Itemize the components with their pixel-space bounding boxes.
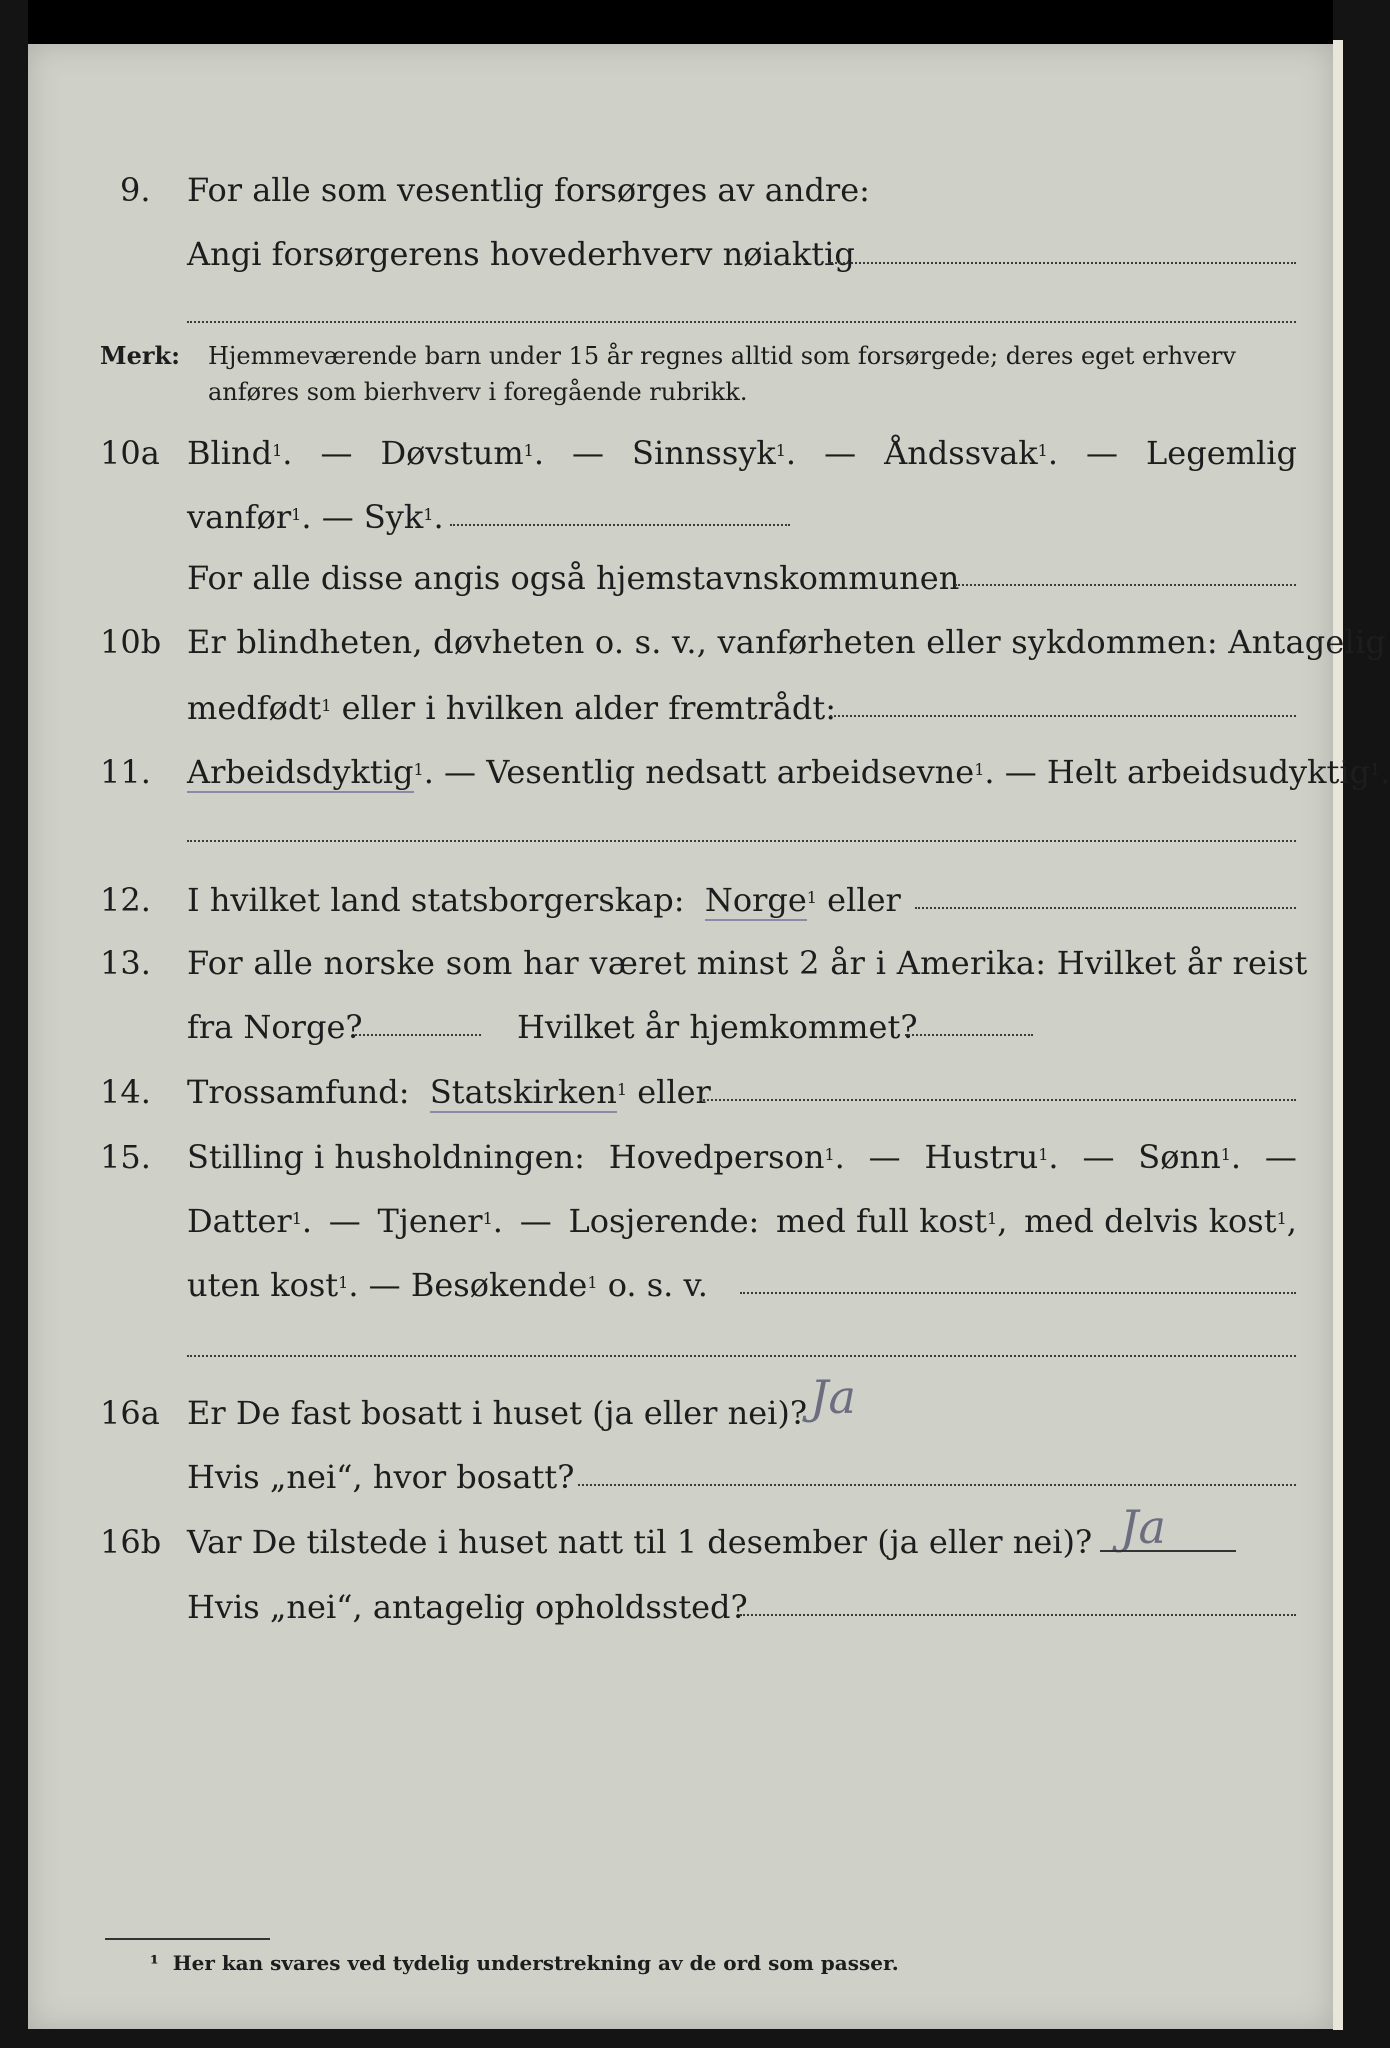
q10b-number: 10b	[100, 623, 162, 661]
option-statskirken[interactable]: Statskirken	[429, 1073, 617, 1111]
q10a-syk-line[interactable]	[450, 524, 790, 526]
option-uten-kost[interactable]: uten kost	[187, 1266, 339, 1304]
q13-line1: For alle norske som har været minst 2 år i Amerika: Hvilket år reist	[187, 944, 1308, 982]
q12-line: I hvilket land statsborgerskap: Norge$^1$ eller	[187, 881, 901, 919]
q16a-line1: Er De fast bosatt i huset (ja eller nei)?	[187, 1394, 808, 1432]
footnote	[150, 1950, 899, 1976]
option-full-kost[interactable]: med full kost	[776, 1202, 988, 1240]
q16b-answer[interactable]: Ja	[1120, 1500, 1166, 1554]
q16a-line2: Hvis „nei“, hvor bosatt?	[187, 1458, 575, 1496]
q16b-line2: Hvis „nei“, antagelig opholdssted?	[187, 1588, 748, 1626]
option-dovstum[interactable]: Døvstum	[380, 434, 524, 472]
q16a-bosatt-line[interactable]	[578, 1484, 1296, 1486]
q9-line1: For alle som vesentlig forsørges av andre:	[187, 171, 870, 209]
option-datter[interactable]: Datter	[187, 1202, 292, 1240]
q13-reist-line[interactable]	[355, 1034, 481, 1036]
q16a-answer[interactable]: Ja	[810, 1370, 856, 1424]
q16b-answer-line	[1100, 1550, 1236, 1552]
q9-answer-line[interactable]	[828, 262, 1296, 264]
option-tjener[interactable]: Tjener	[377, 1202, 483, 1240]
q15-number: 15.	[100, 1138, 151, 1176]
q15-extra-line[interactable]	[187, 1355, 1296, 1357]
q11-line: Arbeidsdyktig$^1$. — Vesentlig nedsatt arbeidsevne$^1$. — Helt arbeidsudyktig$^1$.	[187, 753, 1390, 791]
footnote-marker: ¹	[150, 1951, 159, 1975]
option-blind[interactable]: Blind	[187, 434, 273, 472]
option-sinnssyk[interactable]: Sinnssyk	[632, 434, 776, 472]
q10b-line1: Er blindheten, døvheten o. s. v., vanførheten eller sykdommen: Antagelig	[187, 623, 1387, 661]
option-arbeidsdyktig[interactable]: Arbeidsdyktig	[187, 753, 414, 791]
q12-answer-line[interactable]	[915, 907, 1296, 909]
q13-hjem: Hvilket år hjemkommet?	[517, 1008, 918, 1046]
q9-number: 9.	[120, 171, 151, 209]
q11-extra-line[interactable]	[187, 840, 1296, 842]
merk-label: Merk:	[100, 341, 180, 370]
merk-line2: anføres som bierhverv i foregående rubrikk.	[208, 378, 748, 406]
footnote-rule	[105, 1938, 270, 1940]
option-nedsatt[interactable]: Vesentlig nedsatt arbeidsevne	[486, 753, 975, 791]
q10a-line3: For alle disse angis også hjemstavnskommunen	[187, 559, 960, 597]
option-norge[interactable]: Norge	[704, 881, 807, 919]
q16b-line1: Var De tilstede i huset natt til 1 desember (ja eller nei)?	[187, 1523, 1093, 1561]
option-besokende[interactable]: Besøkende	[410, 1266, 588, 1304]
q9-line2: Angi forsørgerens hovederhverv nøiaktig	[187, 235, 855, 273]
q13-fra: fra Norge?	[187, 1008, 363, 1046]
option-legemlig[interactable]: Legemlig	[1146, 434, 1297, 472]
q13-hjem-line[interactable]	[905, 1034, 1033, 1036]
option-hustru[interactable]: Hustru	[924, 1138, 1039, 1176]
option-sonn[interactable]: Sønn	[1138, 1138, 1221, 1176]
q16a-number: 16a	[100, 1394, 160, 1432]
q11-number: 11.	[100, 753, 151, 791]
q15-line2: Datter$^1$. — Tjener$^1$. — Losjerende: med full kost$^1$, med delvis kost$^1$,	[187, 1202, 1297, 1240]
q10a-number: 10a	[100, 434, 160, 472]
option-syk[interactable]: Syk	[363, 498, 424, 536]
q10b-answer-line[interactable]	[830, 715, 1296, 717]
page-edge	[1333, 40, 1343, 2030]
q10b-line2: medfødt$^1$ eller i hvilken alder fremtrådt:	[187, 689, 837, 727]
q14-line: Trossamfund: Statskirken$^1$ eller	[187, 1073, 711, 1111]
q10a-kommune-line[interactable]	[955, 584, 1296, 586]
q14-number: 14.	[100, 1073, 151, 1111]
q15-line3: uten kost$^1$. — Besøkende$^1$ o. s. v.	[187, 1266, 708, 1304]
option-delvis-kost[interactable]: med delvis kost	[1024, 1202, 1277, 1240]
q10a-line2: vanfør$^1$. — Syk$^1$.	[187, 498, 444, 536]
q15-line1: Stilling i husholdningen: Hovedperson$^1$. — Hustru$^1$. — Sønn$^1$. —	[187, 1138, 1297, 1176]
q13-number: 13.	[100, 944, 151, 982]
q12-number: 12.	[100, 881, 151, 919]
q10a-line1: Blind$^1$. — Døvstum$^1$. — Sinnssyk$^1$. — Åndssvak$^1$. — Legemlig	[187, 434, 1297, 472]
q14-answer-line[interactable]	[700, 1099, 1296, 1101]
option-vanfor[interactable]: vanfør	[187, 498, 292, 536]
q16b-opholdssted-line[interactable]	[740, 1614, 1296, 1616]
footnote-text: Her kan svares ved tydelig understrekning av de ord som passer.	[172, 1951, 899, 1975]
scan-border-top	[28, 0, 1333, 44]
q9-extra-line[interactable]	[187, 321, 1296, 323]
option-udyktig[interactable]: Helt arbeidsudyktig	[1046, 753, 1371, 791]
option-hovedperson[interactable]: Hovedperson	[608, 1138, 825, 1176]
merk-line1: Hjemmeværende barn under 15 år regnes alltid som forsørgede; deres eget erhverv	[208, 342, 1236, 370]
q15-answer-line[interactable]	[740, 1292, 1296, 1294]
q16b-number: 16b	[100, 1523, 162, 1561]
option-andssvak[interactable]: Åndssvak	[884, 434, 1038, 472]
option-medfodt[interactable]: medfødt	[187, 689, 322, 727]
